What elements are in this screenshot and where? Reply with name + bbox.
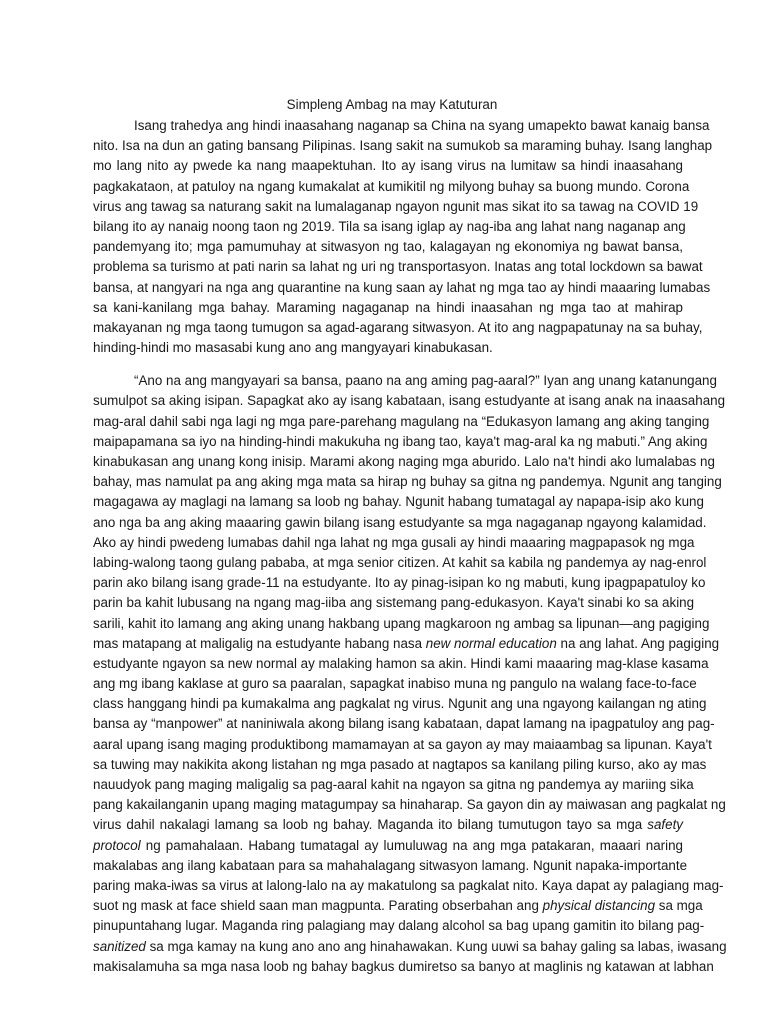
text-segment: bahay, mas namulat pa ang aking mga mata sa hirap ng buhay sa gitna ng pandemya. Ngunit ang tanging [93,474,722,490]
text-line [93,197,699,217]
text-segment: suot ng mask at face shield saan man magpunta. Parating obserbahan ang [93,898,543,914]
text-segment: labing-walong taong gulang pababa, at mga senior citizen. At kahit sa kabila ng pandemya ay nag-enrol [93,554,707,570]
text-segment: makayanan ng mga taong tumugon sa agad-agarang sitwasyon. At ito ang nagpapatunay na sa buhay, [93,319,703,335]
text-segment: pandemyang ito; mga pamumuhay at sitwasyon ng tao, kalagayan ng ekonomiya ng bawat bansa, [93,239,683,255]
text-segment: mo lang nito ay pwede ka nang maapektuhan. Ito ay isang virus na lumitaw sa hindi inaasahang [93,158,683,174]
text-segment: parin ako bilang isang grade-11 na estudyante. Ito ay pinag-isipan ko ng mabuti, kung ipagpapatuloy ko [93,575,706,591]
text-segment: nito. Isa na dun an gating bansang Pilipinas. Isang sakit na sumukob sa maraming buhay. Isang langhap [93,138,713,154]
text-segment: makisalamuha sa mga nasa loob ng bahay bagkus dumiretso sa banyo at maglinis ng katawan at labhan [93,958,714,974]
text-line [93,815,683,835]
text-segment: Ako ay hindi pwedeng lumabas dahil nga lahat ng mga gusali ay hindi maaaring magpapasok ng mga [93,534,695,550]
text-segment: nauudyok pang maging maligalig sa pag-aaral kahit na ngayon sa gitna ng pandemya ay mariing sika [93,777,694,792]
text-segment: hinding-hindi mo masasabi kung ano ang mangyayari kinabukasan. [93,340,493,356]
text-line [93,916,705,936]
text-segment: sumulpot sa aking isipan. Sapagkat ako ay isang kabataan, isang estudyante at isang anak na inaasahang [93,393,726,409]
text-line [93,755,707,775]
text-segment: sa kani-kanilang mga bahay. Maraming nagaganap na hindi inaasahan ng mga tao at mahirap [93,299,683,315]
text-segment: sa mga [655,898,703,914]
text-line [93,452,715,472]
italic-text: protocol [93,837,141,853]
text-line [93,553,707,573]
text-line [93,876,724,896]
text-segment: na ang lahat. Ang pagiging [556,635,720,651]
text-line [93,714,715,734]
text-segment: sarili, kahit ito lamang ang aking unang hakbang upang magkaroon ng ambag sa lipunan—ang pagiging [93,615,710,631]
text-segment: bansa, at nangyari na nga ang quarantine na kung saan ay lahat ng mga tao ay hindi maaaring lumabas [93,279,711,295]
text-line [93,957,714,977]
text-segment: pinupuntahang lugar. Maganda ring palagiang may dalang alcohol sa bag upang gamitin ito bilang pag- [93,918,705,934]
text-segment: mas matapang at maligalig na estudyante habang nasa [93,635,426,651]
text-line [93,513,707,533]
paragraph [93,371,727,977]
text-segment: aaral upang isang maging produktibong mamamayan at sa gayon ay may maiaambag sa lipunan. Kaya't [93,736,712,752]
text-line [93,593,695,613]
text-line [93,278,711,298]
italic-text: new normal education [425,635,557,651]
text-segment: Isang trahedya ang hindi inaasahang naganap sa China na syang umapekto bawat kanaig bansa [134,118,710,133]
text-segment: class hanggang hindi pa kumakalma ang pagkalat ng virus. Ngunit ang una ngayong kailangan ng ating [93,696,707,712]
text-segment: ang mg ibang kaklase at guro sa paaralan, sapagkat inabiso muna ng pangulo na walang face-to-face [93,676,697,692]
paragraph [93,116,713,358]
text-segment: makalabas ang ilang kabataan para sa mahahalagang sitwasyon lamang. Ngunit napaka-importante [93,857,688,873]
text-segment: bansa ay “manpower” at naniniwala akong bilang isang kabataan, dapat lamang na ipagpatuloy ang pag- [93,716,715,732]
text-line [93,573,706,593]
text-line [93,412,710,432]
text-segment: ano nga ba ang aking maaaring gawin bilang isang estudyante sa mga nagaganap ngayong kalamidad. [93,514,707,530]
text-segment: parin ba kahit lubusang na ngang mag-iiba ang sistemang pang-edukasyon. Kaya't sinabi ko sa aking [93,595,695,611]
text-line [93,614,710,634]
text-line [93,674,697,694]
text-segment: ng pamahalaan. Habang tumatagal ay lumuluwag na ang mga patakaran, maaari naring [140,837,683,853]
text-line [93,237,683,257]
text-line [93,116,710,136]
italic-text: physical distancing [542,898,656,914]
text-line [93,735,712,755]
text-line [93,775,694,795]
text-line [93,257,703,277]
text-segment: virus dahil nakalagi lamang sa loob ng bahay. Maganda ito bilang tumutugon tayo sa mga [93,817,648,833]
text-line [93,298,683,318]
text-line [93,217,686,237]
document-page [93,95,727,990]
text-segment: magagawa ay maglagi na lamang sa loob ng bahay. Ngunit habang tumatagal ay napapa-isip ako kung [93,494,704,510]
text-line [93,432,708,452]
text-segment: mag-aral dahil sabi nga lagi ng mga pare-parehang magulang na “Edukasyon lamang ang aking tanging [93,413,710,429]
text-segment: bilang ito ay nanaig noong taon ng 2019. Tila sa isang iglap ay nag-iba ang lahat nang naganap ang [93,218,686,234]
text-segment: virus ang tawag sa naturang sakit na lumalaganap ngayon ngunit mas sikat ito sa tawag na COVID 19 [93,198,699,214]
text-segment: “Ano na ang mangyayari sa bansa, paano na ang aming pag-aaral?” Iyan ang unang katanungang [134,373,717,389]
document-title: Simpleng Ambag na may Katuturan [286,97,498,112]
text-line [93,338,683,358]
text-segment: pagkakataon, at patuloy na ngang kumakalat at kumikitil ng milyong buhay sa buong mundo. Corona [93,178,690,194]
italic-text: sanitized [93,938,146,954]
text-line [93,156,683,176]
text-segment: kinabukasan ang unang kong inisip. Marami akong naging mga aburido. Lalo na't hindi ako lumalabas ng [93,454,715,469]
text-line [93,472,722,492]
text-segment: problema sa turismo at pati narin sa lahat ng uri ng transportasyon. Inatas ang total lockdown sa bawat [93,259,703,275]
text-line [93,856,688,876]
text-line [93,896,703,916]
text-segment: sa tuwing may nakikita akong listahan ng mga pasado at nagtapos sa kanilang piling kurso, ako ay mas [93,756,707,772]
text-line [93,492,704,512]
italic-text: safety [647,817,683,833]
text-line [93,654,709,674]
text-segment: pang kakailanganin upang maging matagumpay sa hinaharap. Sa gayon din ay maiwasan ang pagkalat ng [93,797,726,813]
text-segment: maipapamana sa iyo na hinding-hindi makukuha ng ibang tao, kaya't mag-aral ka ng mabuti.” Ang aking [93,433,708,449]
text-line [93,533,695,553]
text-segment: sa mga kamay na kung ano ano ang hinahawakan. Kung uuwi sa bahay galing sa labas, iwasang [145,938,727,954]
text-line [93,391,726,411]
text-line [93,371,717,391]
text-segment: paring maka-iwas sa virus at lalong-lalo na ay makatulong sa pagkalat nito. Kaya dapat ay palagiang mag- [93,877,724,893]
document-body [93,116,727,977]
text-segment: estudyante ngayon sa new normal ay malaking hamon sa akin. Hindi kami maaaring mag-klase kasama [93,655,709,671]
text-line [93,136,713,156]
text-line [93,634,720,654]
text-line [93,937,727,957]
text-line [93,795,726,815]
text-line [93,694,707,714]
text-line [93,836,683,856]
text-line [93,177,690,197]
text-line [93,318,703,338]
